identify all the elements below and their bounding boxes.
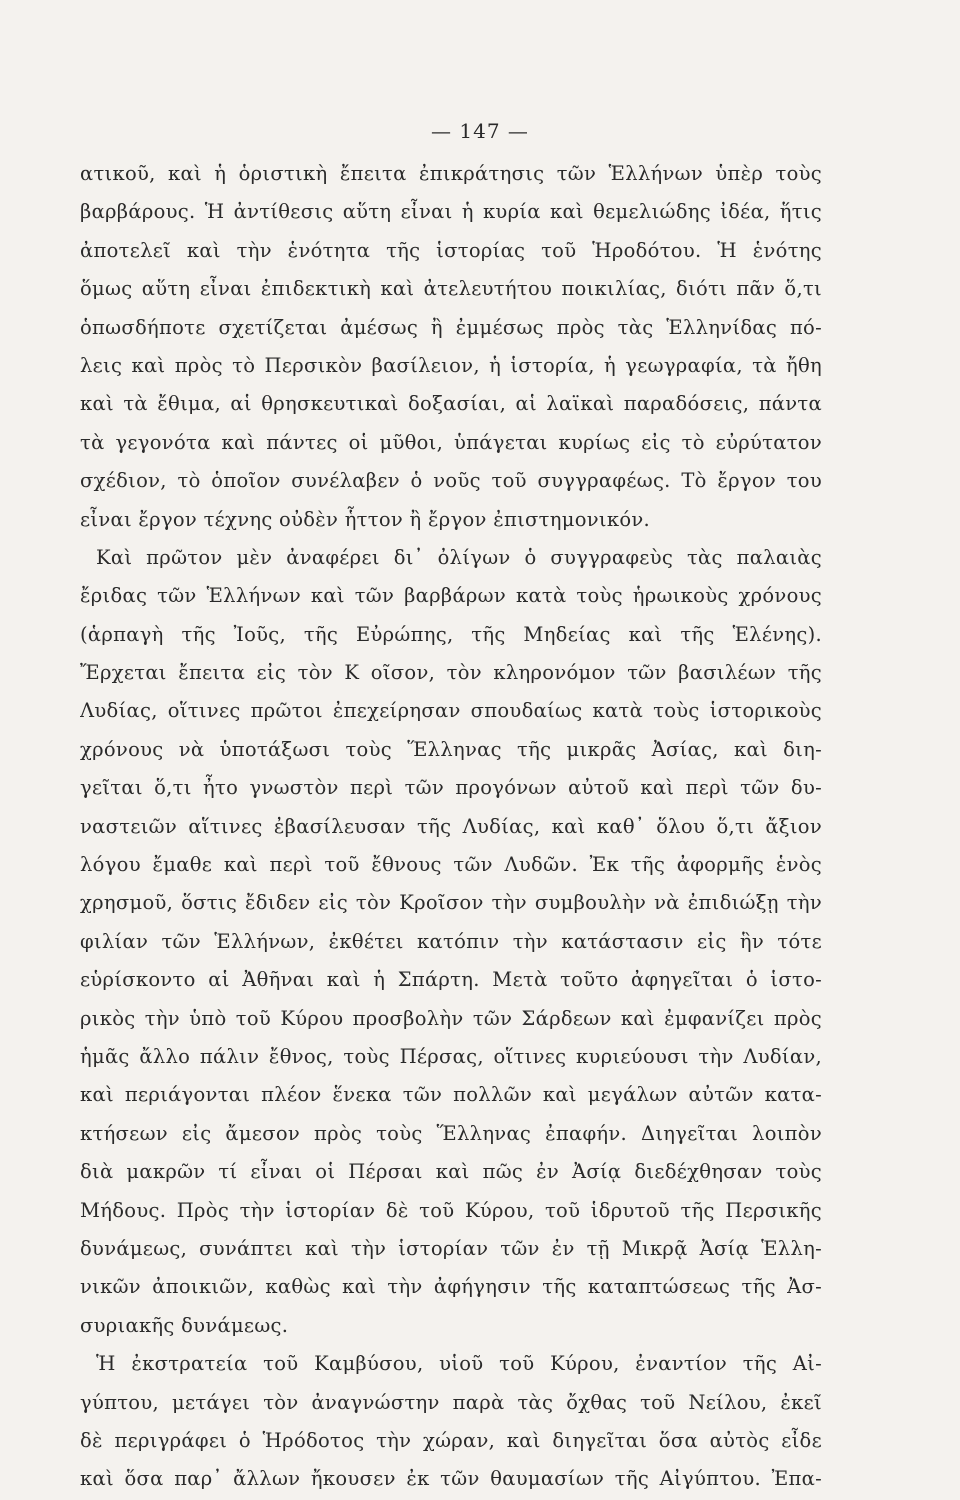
text-line: ὁπωσδήποτε σχετίζεται ἀμέσως ἢ ἐμμέσως πρὸς τὰς Ἑλληνίδας πό- bbox=[80, 315, 822, 339]
text-line: Καὶ πρῶτον μὲν ἀναφέρει δι᾽ ὀλίγων ὁ συγγραφεὺς τὰς παλαιὰς bbox=[96, 545, 822, 569]
text-line: ναστειῶν αἵτινες ἐβασίλευσαν τῆς Λυδίας, καὶ καθ᾽ ὅλου ὅ,τι ἄξιον bbox=[80, 814, 822, 838]
text-line: γεῖται ὅ,τι ἦτο γνωστὸν περὶ τῶν προγόνων αὐτοῦ καὶ περὶ τῶν δυ- bbox=[80, 776, 822, 800]
text-line: ατικοῦ, καὶ ἡ ὁριστικὴ ἔπειτα ἐπικράτησις τῶν Ἑλλήνων ὑπὲρ τοὺς bbox=[80, 162, 822, 185]
page-number: — 147 — bbox=[431, 119, 529, 143]
text-line: χρόνους νὰ ὑποτάξωσι τοὺς Ἕλληνας τῆς μικρᾶς Ἀσίας, καὶ διη- bbox=[80, 737, 822, 761]
text-line: Ἔρχεται ἔπειτα εἰς τὸν Κ οῖσον, τὸν κληρονόμον τῶν βασιλέων τῆς bbox=[80, 661, 822, 685]
text-line: ὅμως αὕτη εἶναι ἐπιδεκτικὴ καὶ ἀτελευτήτου ποικιλίας, διότι πᾶν ὅ,τι bbox=[80, 277, 822, 301]
text-line: καὶ τὰ ἔθιμα, αἱ θρησκευτικαὶ δοξασίαι, αἱ λαϊκαὶ παραδόσεις, πάντα bbox=[80, 392, 822, 416]
text-line: χρησμοῦ, ὅστις ἔδιδεν εἰς τὸν Κροῖσον τὴν συμβουλὴν νὰ ἐπιδιώξῃ τὴν bbox=[80, 891, 822, 915]
text-line: γύπτου, μετάγει τὸν ἀναγνώστην παρὰ τὰς ὄχθας τοῦ Νείλου, ἐκεῖ bbox=[80, 1390, 822, 1414]
text-line: δυνάμεως, συνάπτει καὶ τὴν ἱστορίαν τῶν ἐν τῇ Μικρᾷ Ἀσίᾳ Ἑλλη- bbox=[80, 1236, 822, 1260]
text-line: κτήσεων εἰς ἄμεσον πρὸς τοὺς Ἕλληνας ἐπαφήν. Διηγεῖται λοιπὸν bbox=[80, 1121, 822, 1145]
text-line: ἀποτελεῖ καὶ τὴν ἑνότητα τῆς ἱστορίας τοῦ Ἡροδότου. Ἡ ἑνότης bbox=[80, 238, 822, 262]
text-line: διὰ μακρῶν τί εἶναι οἱ Πέρσαι καὶ πῶς ἐν Ἀσίᾳ διεδέχθησαν τοὺς bbox=[80, 1160, 822, 1184]
text-line: Μήδους. Πρὸς τὴν ἱστορίαν δὲ τοῦ Κύρου, τοῦ ἱδρυτοῦ τῆς Περσικῆς bbox=[80, 1198, 822, 1222]
body-text bbox=[80, 155, 822, 1499]
text-line: σχέδιον, τὸ ὁποῖον συνέλαβεν ὁ νοῦς τοῦ συγγραφέως. Τὸ ἔργον του bbox=[80, 469, 822, 493]
text-line: εὑρίσκοντο αἱ Ἀθῆναι καὶ ἡ Σπάρτη. Μετὰ τοῦτο ἀφηγεῖται ὁ ἱστο- bbox=[80, 968, 822, 992]
text-line: καὶ περιάγονται πλέον ἕνεκα τῶν πολλῶν καὶ μεγάλων αὐτῶν κατα- bbox=[80, 1083, 822, 1107]
text-line: τὰ γεγονότα καὶ πάντες οἱ μῦθοι, ὑπάγεται κυρίως εἰς τὸ εὐρύτατον bbox=[80, 430, 822, 454]
text-line: (ἁρπαγὴ τῆς Ἰοῦς, τῆς Εὐρώπης, τῆς Μηδείας καὶ τῆς Ἑλένης). bbox=[80, 622, 822, 646]
text-line: ἡμᾶς ἄλλο πάλιν ἔθνος, τοὺς Πέρσας, οἵτινες κυριεύουσι τὴν Λυδίαν, bbox=[80, 1044, 822, 1068]
text-line: λόγου ἔμαθε καὶ περὶ τοῦ ἔθνους τῶν Λυδῶν. Ἐκ τῆς ἀφορμῆς ἑνὸς bbox=[80, 853, 822, 877]
text-line: εἶναι ἔργον τέχνης οὐδὲν ἧττον ἢ ἔργον ἐπιστημονικόν. bbox=[80, 507, 651, 531]
text-line: συριακῆς δυνάμεως. bbox=[80, 1313, 289, 1337]
text-line: ρικὸς τὴν ὑπὸ τοῦ Κύρου προσβολὴν τῶν Σάρδεων καὶ ἐμφανίζει πρὸς bbox=[80, 1006, 822, 1030]
text-line: βαρβάρους. Ἡ ἀντίθεσις αὕτη εἶναι ἡ κυρία καὶ θεμελιώδης ἰδέα, ἥτις bbox=[80, 200, 822, 224]
text-line: λεις καὶ πρὸς τὸ Περσικὸν βασίλειον, ἡ ἱστορία, ἡ γεωγραφία, τὰ ἤθη bbox=[80, 353, 822, 377]
text-line: φιλίαν τῶν Ἑλλήνων, ἐκθέτει κατόπιν τὴν κατάστασιν εἰς ἣν τότε bbox=[80, 929, 822, 953]
text-line: Λυδίας, οἵτινες πρῶτοι ἐπεχείρησαν σπουδαίως κατὰ τοὺς ἱστορικοὺς bbox=[80, 699, 822, 723]
text-line: ἔριδας τῶν Ἑλλήνων καὶ τῶν βαρβάρων κατὰ τοὺς ἡρωικοὺς χρόνους bbox=[80, 584, 822, 608]
text-line: καὶ ὅσα παρ᾽ ἄλλων ἤκουσεν ἐκ τῶν θαυμασίων τῆς Αἰγύπτου. Ἐπα- bbox=[80, 1467, 822, 1491]
text-line: Ἡ ἐκστρατεία τοῦ Καμβύσου, υἱοῦ τοῦ Κύρου, ἐναντίον τῆς Αἰ- bbox=[96, 1352, 822, 1376]
text-line: νικῶν ἀποικιῶν, καθὼς καὶ τὴν ἀφήγησιν τῆς καταπτώσεως τῆς Ἀσ- bbox=[80, 1275, 822, 1299]
text-line: δὲ περιγράφει ὁ Ἡρόδοτος τὴν χώραν, καὶ διηγεῖται ὅσα αὐτὸς εἶδε bbox=[80, 1428, 822, 1452]
